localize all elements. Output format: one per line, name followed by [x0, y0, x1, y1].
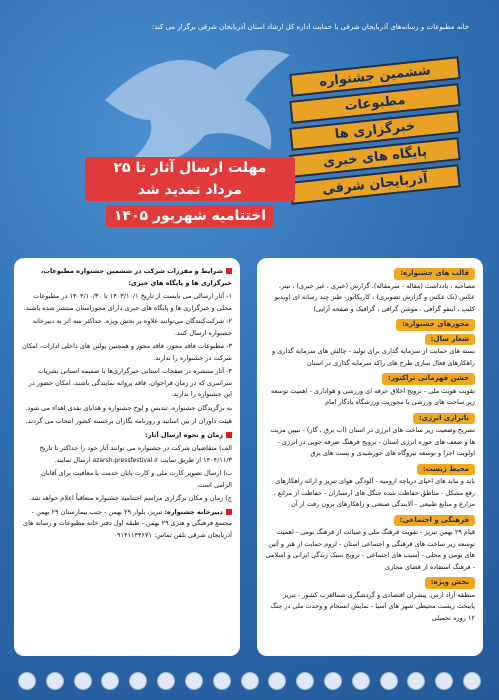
title-line: خبرگزاری ها — [289, 110, 460, 151]
sponsor-logo-icon — [18, 672, 36, 690]
axis-text: بسته های حمایت از سرمایه گذاری برای تولید - چالش های سرمایه گذاری و راهکارهای فعال سازی طرح های راکد سرمایه گذاری در استان — [271, 347, 475, 367]
axis-text: قیام ۲۹ بهمن تبریز - تقویت فرهنگ ملی و صیانت از فرهنگ بومی - اهمیت توسعه زیر ساخت های فرهنگی و اجتماعی استان - لزوم حمایت از هنر و آثین های بومی و محلی - آسیب های اجتماعی - ترویج سبک زندگی ایرانی و اسلامی - فرهنگ استفاده از فضای مجازی — [265, 528, 475, 571]
sponsor-logo-icon — [213, 672, 231, 690]
submission-b: ب) ارسال تصویر کارت ملی و کارت پایان خدمت یا معافیت برای آقایان الزامی است. — [41, 469, 232, 489]
axis-heading: بخش ویژه: — [425, 577, 475, 589]
title-line: پایگاه های خبری — [289, 137, 460, 178]
rule-1: ۱- آثار ارسالی می بایست از تاریخ ۱۴۰۳/۱۰/۱ تا ۱۴۰۴/۱۰/۳۰ در مطبوعات محلی و خبرگزاری ها و پایگاه های خبری دارای مجوزاستان منتشر شده باشند. — [23, 292, 232, 312]
bullet-icon — [226, 432, 232, 438]
title-line: آذربایجان شرقی — [289, 164, 460, 205]
rule-2: ۲- شرکت‌کنندگان می‌توانند علاوه بر بخش ویژه، حداکثر سه اثر به دبیرخانه جشنواره ارسال کنند. — [32, 317, 232, 337]
formats-panel — [257, 258, 483, 656]
sponsor-logo-icon — [352, 672, 370, 690]
sponsor-logos — [18, 670, 481, 692]
rule-4: ۴- آثار منتشره در صفحات استانی خبرگزاری‌ها یا ضمیمه استانی نشریات سراسری که در زمان فراخوان، فاقد پروانه نمایندگی باشند، امکان حضور در این جشنواره را ندارند. — [28, 367, 232, 398]
sponsor-logo-icon — [185, 672, 203, 690]
axis-text: باید و نباید های احیای دریاچه ارومیه - آلودگی هوای تبریز و ارائه راهکارهای رفع مشکل - مناطق حفاظت شده جنگل های ارسباران - حفاظت از مراتع ، مزارع و منابع طبیعی - آلایندگی صنعتی و راهکارهای برون رفت از آن — [273, 477, 475, 508]
top-announcement: خانه مطبوعات و رسانه‌های آذربایجان شرقی با حمایت اداره کل ارشاد استان آذربایجان شرقی برگزار می کند: — [151, 23, 469, 31]
submission-heading: زمان و نحوه ارسال آثار: — [145, 430, 223, 439]
secretariat-heading: دبیرخانه جشنواره: — [164, 507, 223, 516]
rules-heading: شرایط و مقررات شرکت در ششمین جشنواره مطبوعات، خبرگزاری ها و پایگاه های خبری: — [40, 267, 232, 287]
sponsor-logo-icon — [101, 672, 119, 690]
sponsor-logo-icon — [296, 672, 314, 690]
sponsor-logo-icon — [46, 672, 64, 690]
axis-text: تشریح وضعیت زیر ساخت های انرژی در استان (آب برق ، گاز) - تبیین مزیت ها و ضعف های حوزه انرژی استان - ترویج فرهنگ صرفه جویی در انرژی - اولویت اجرا و توسعه نیروگاه های خورشیدی و پست های برق — [270, 426, 475, 457]
sponsor-logo-icon — [435, 672, 453, 690]
rule-5: به برگزیدگان جشنواره، تندیس و لوح جشنواره و هدایای نقدی اهداء می شود. — [25, 403, 232, 412]
sponsor-logo-icon — [157, 672, 175, 690]
sponsor-logo-icon — [241, 672, 259, 690]
sponsor-logo-icon — [380, 672, 398, 690]
axis-heading: شعار سال: — [425, 334, 475, 346]
sponsor-logo-icon — [324, 672, 342, 690]
closing-ceremony-date: اختتامیه شهریور ۱۴۰۵ — [106, 205, 274, 227]
sponsor-logo-icon — [463, 672, 481, 690]
title-line: ششمین جشنواره — [289, 56, 460, 97]
axis-heading: فرهنگی و اجتماعی: — [394, 515, 475, 527]
sponsor-logo-icon — [407, 672, 425, 690]
deadline-extension: مهلت ارسال آثار تا ۲۵ مرداد تمدید شد — [85, 157, 295, 201]
festival-title — [290, 63, 460, 198]
title-line: مطبوعات — [289, 83, 460, 124]
axes-heading: محورهای جشنواره: — [396, 319, 475, 331]
rules-panel — [14, 258, 240, 656]
sponsor-logo-icon — [268, 672, 286, 690]
bullet-icon — [226, 509, 232, 515]
axis-heading: ناترازی انرژی: — [413, 413, 475, 425]
bullet-icon — [226, 268, 232, 274]
formats-text: مصاحبه ، یادداشت (مقاله - سرمقاله)، گزارش (خبری ، غیر خبری) ، تیتر، عکس (تک عکس و گزارش تصویری) ، کاریکاتور- طنز چند رسانه ای (ویدیو کلیپ ، اینفو گرافی ، موشن گرافی ، گرافیک و صفحه آرایی) — [274, 281, 475, 313]
axis-text: تقویت هویت ملی - ترویج اخلاق حرفه ای ورزشی و هواداری - اهمیت توسعه زیر ساخت های ورزشی با محوریت ورزشگاه یادگار امام — [270, 386, 475, 406]
rule-3: ۳- مطبوعات فاقد مجوز، فاقد مجوز و همچنین بولتن های داخلی ادارات، امکان شرکت در جشنواره را ندارند. — [22, 342, 232, 362]
formats-heading: قالب های جشنواره: — [394, 268, 475, 280]
deadline-banner — [85, 155, 295, 229]
submission-a: الف) متقاضیان شرکت در جشنواره می توانند آثار خود را حداکثر تا تاریخ ۱۴۰۴/۱۱/۳ از طریق سایت azarsh.pressfestival.ir ارسال نمایند. — [39, 444, 232, 464]
sponsor-logo-icon — [74, 672, 92, 690]
sponsor-logo-icon — [129, 672, 147, 690]
axis-heading: محیط زیست: — [417, 464, 475, 476]
secretariat-address: تبریز، بلوار ۲۹ بهمن - جنب بیمارستان ۲۹ بهمن - مجتمع فرهنگی و هنری ۲۹ بهمن - طبقه اول دفتر خانه مطبوعات و رسانه های آذربایجان شرقی تلفن تماس: ۰۹۱۴۱۱۴۴۶۷۱ — [23, 507, 232, 539]
festival-url-link[interactable]: azarsh.pressfestival.ir — [92, 456, 159, 464]
axis-heading: جشن قهرمانی تراکتور: — [382, 373, 475, 385]
submission-c: ج) زمان و مکان برگزاری مراسم اختتامیه جشنواره متعاقباً اعلام خواهد شد. — [29, 494, 232, 502]
rule-6: هیئت داوران از بین اساتید و روزنامه نگاران برجسته کشور انتخاب می گردند. — [25, 417, 232, 425]
axis-text: منطقه آزاد ارس، پیشران اقتصادی و گردشگری شمالغرب کشور - تبریز پایتخت زیست محیطی شهر های آسیا - نمایش انسجام و وحدت ملی در جنگ ۱۲ روزه تحمیلی — [270, 590, 475, 622]
